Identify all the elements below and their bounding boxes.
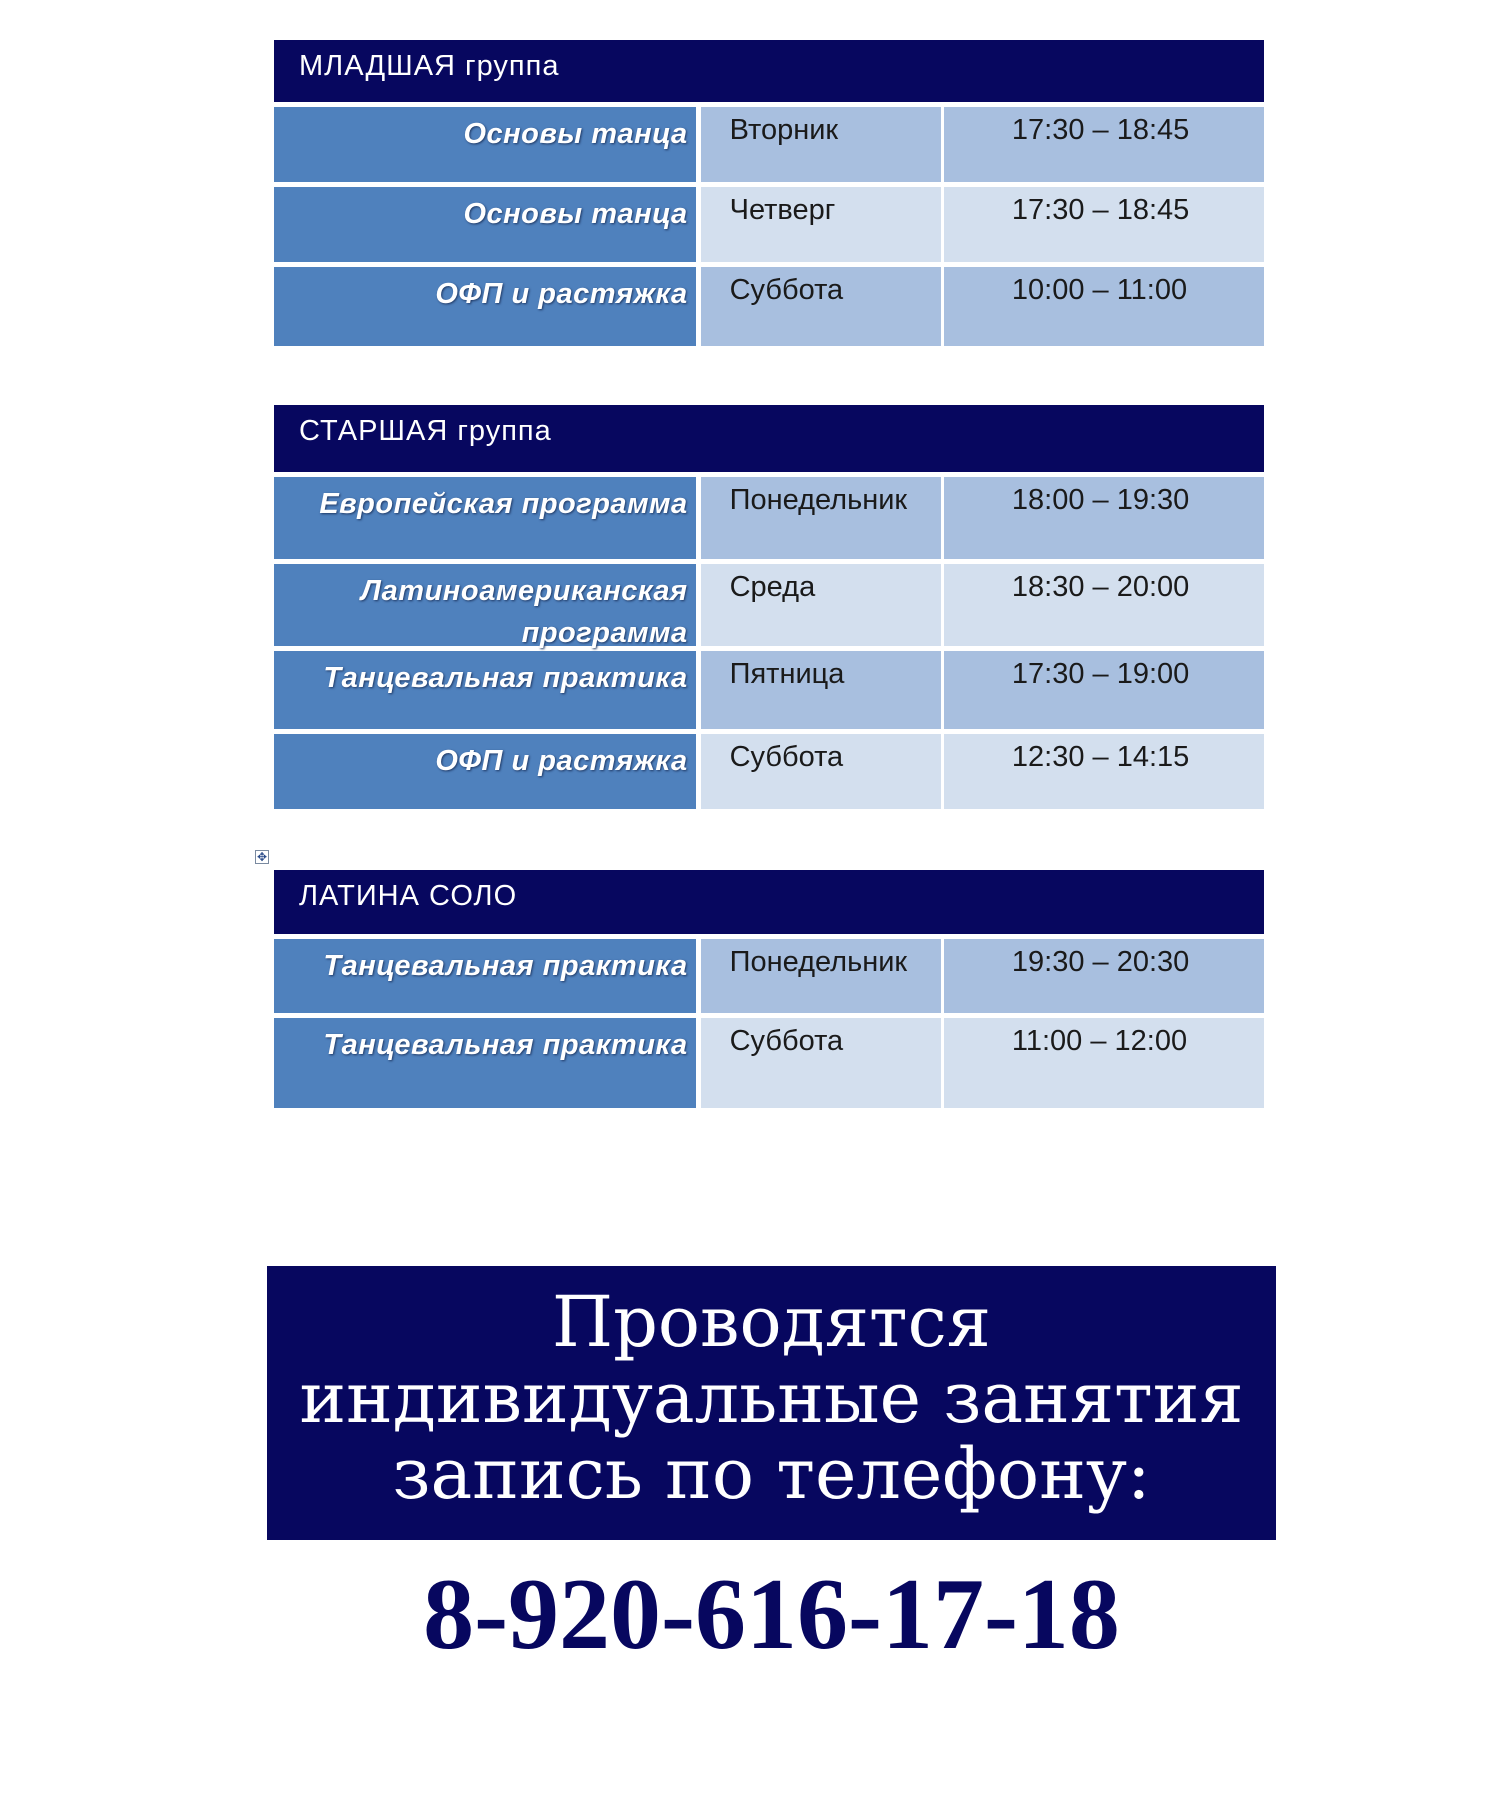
table-row bbox=[274, 939, 1264, 1013]
day-cell: Четверг bbox=[701, 187, 941, 262]
table-row bbox=[274, 734, 1264, 809]
schedule-title: ЛАТИНА СОЛО bbox=[274, 870, 1264, 934]
day-cell: Суббота bbox=[701, 267, 941, 346]
activity-cell: Латиноамериканская программа bbox=[274, 564, 696, 646]
time-cell: 19:30 – 20:30 bbox=[944, 939, 1264, 1013]
schedule-latina-solo bbox=[274, 870, 1264, 1108]
activity-cell: Танцевальная практика bbox=[274, 939, 696, 1013]
day-cell: Суббота bbox=[701, 1018, 941, 1108]
schedule-senior bbox=[274, 405, 1264, 809]
day-cell: Вторник bbox=[701, 107, 941, 182]
activity-cell: Танцевальная практика bbox=[274, 1018, 696, 1108]
table-row bbox=[274, 187, 1264, 262]
activity-cell: Танцевальная практика bbox=[274, 651, 696, 729]
activity-cell: ОФП и растяжка bbox=[274, 267, 696, 346]
time-cell: 17:30 – 18:45 bbox=[944, 187, 1264, 262]
schedule-title: СТАРШАЯ группа bbox=[274, 405, 1264, 472]
time-cell: 11:00 – 12:00 bbox=[944, 1018, 1264, 1108]
time-cell: 12:30 – 14:15 bbox=[944, 734, 1264, 809]
day-cell: Среда bbox=[701, 564, 941, 646]
activity-cell: Основы танца bbox=[274, 107, 696, 182]
table-row bbox=[274, 107, 1264, 182]
banner-line: индивидуальные занятия bbox=[299, 1357, 1244, 1439]
time-cell: 18:00 – 19:30 bbox=[944, 477, 1264, 559]
activity-cell: ОФП и растяжка bbox=[274, 734, 696, 809]
banner-line: запись по телефону: bbox=[392, 1433, 1151, 1515]
table-row bbox=[274, 1018, 1264, 1108]
activity-cell: Европейская программа bbox=[274, 477, 696, 559]
day-cell: Суббота bbox=[701, 734, 941, 809]
schedule-title: МЛАДШАЯ группа bbox=[274, 40, 1264, 102]
time-cell: 18:30 – 20:00 bbox=[944, 564, 1264, 646]
time-cell: 17:30 – 19:00 bbox=[944, 651, 1264, 729]
banner-line: Проводятся bbox=[552, 1281, 991, 1363]
table-row bbox=[274, 267, 1264, 346]
table-row bbox=[274, 564, 1264, 649]
day-cell: Понедельник bbox=[701, 939, 941, 1013]
table-row bbox=[274, 651, 1264, 729]
table-row bbox=[274, 477, 1264, 559]
schedule-junior bbox=[274, 40, 1264, 346]
time-cell: 17:30 – 18:45 bbox=[944, 107, 1264, 182]
phone-number[interactable]: 8-920-616-17-18 bbox=[423, 1558, 1120, 1671]
day-cell: Пятница bbox=[701, 651, 941, 729]
activity-cell: Основы танца bbox=[274, 187, 696, 262]
day-cell: Понедельник bbox=[701, 477, 941, 559]
individual-lessons-banner bbox=[267, 1266, 1276, 1540]
move-arrows-icon[interactable]: ✥ bbox=[256, 850, 268, 864]
time-cell: 10:00 – 11:00 bbox=[944, 267, 1264, 346]
